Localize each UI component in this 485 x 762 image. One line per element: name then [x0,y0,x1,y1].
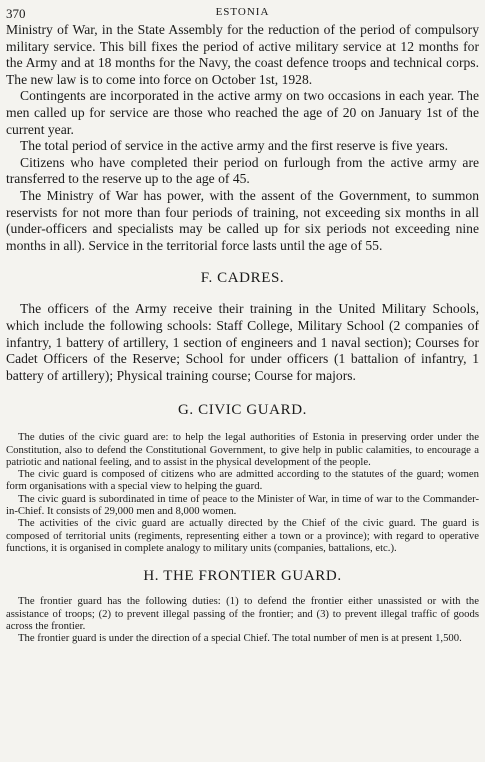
military-service-section [6,22,479,254]
frontier-guard-section [6,595,479,644]
paragraph: The civic guard is composed of citizens who are admitted according to the statutes of the guard; women form organisations with a special view to helping the guard. [6,468,479,493]
paragraph: The civic guard is subordinated in time of peace to the Minister of War, in time of war to the Commander-in-Chief. It consists of 29,000 men and 8,000 women. [6,492,479,518]
paragraph: The total period of service in the active army and the first reserve is five years. [20,138,449,154]
paragraph: Ministry of War, in the State Assembly for the reduction of the period of compulsory military service. This bill fixes the period of active military service at 12 months for the Army and at 18 months for the Navy, the coast defence troops and technical corps. The new law is to come into force on October 1st, 1928. [6,22,479,87]
cadres-section [6,301,479,384]
paragraph: The officers of the Army receive their training in the United Military Schools, which include the following schools: Staff College, Military School (2 companies of infantry, 1 battery of artillery, 1 section of engineers and 1 naval section); Courses for Cadet Officers of the Reserve; School for under officers (1 battalion of infantry, 1 battery of artillery); Physical training course; Course for majors. [6,301,479,383]
page-header [6,6,479,22]
page-number: 370 [6,6,26,21]
section-heading-cadres: F. CADRES. [200,270,285,287]
paragraph: The duties of the civic guard are: to help the legal authorities of Estonia in preserving order under the Constitution, also to defend the Constitutional Government, to give help in public calamities, to encourage a patriotic and national feeling, and to assist in the physical development of the people. [6,431,479,468]
section-heading-civic-guard: G. CIVIC GUARD. [178,402,307,419]
paragraph: The Ministry of War has power, with the assent of the Government, to summon reservists for not more than four periods of training, not exceeding six months in all (under-officers and specialists may be called up for six periods not exceeding nine months in all). Service in the territorial force lasts until the age of 55. [6,187,479,253]
section-heading-frontier-guard: H. THE FRONTIER GUARD. [143,568,342,585]
civic-guard-section [6,431,479,554]
paragraph: The activities of the civic guard are actually directed by the Chief of the civic guard. The guard is composed of territorial units (regiments, representing either a town or a province); with regard to operative functions, it is organised in complete analogy to military units (companies, battalions, etc.). [6,517,479,554]
paragraph: Citizens who have completed their period on furlough from the active army are transferred to the reserve up to the age of 45. [6,154,479,187]
running-title: ESTONIA [215,6,270,18]
paragraph: The frontier guard has the following duties: (1) to defend the frontier either unassisted or with the assistance of troops; (2) to prevent illegal passing of the frontier; and (3) to prevent illegal traffic of goods across the frontier. [6,595,479,632]
paragraph: The frontier guard is under the direction of a special Chief. The total number of men is at present 1,500. [18,632,462,645]
paragraph: Contingents are incorporated in the active army on two occasions in each year. The men called up for service are those who reached the age of 20 on January 1st of the current year. [6,88,479,137]
